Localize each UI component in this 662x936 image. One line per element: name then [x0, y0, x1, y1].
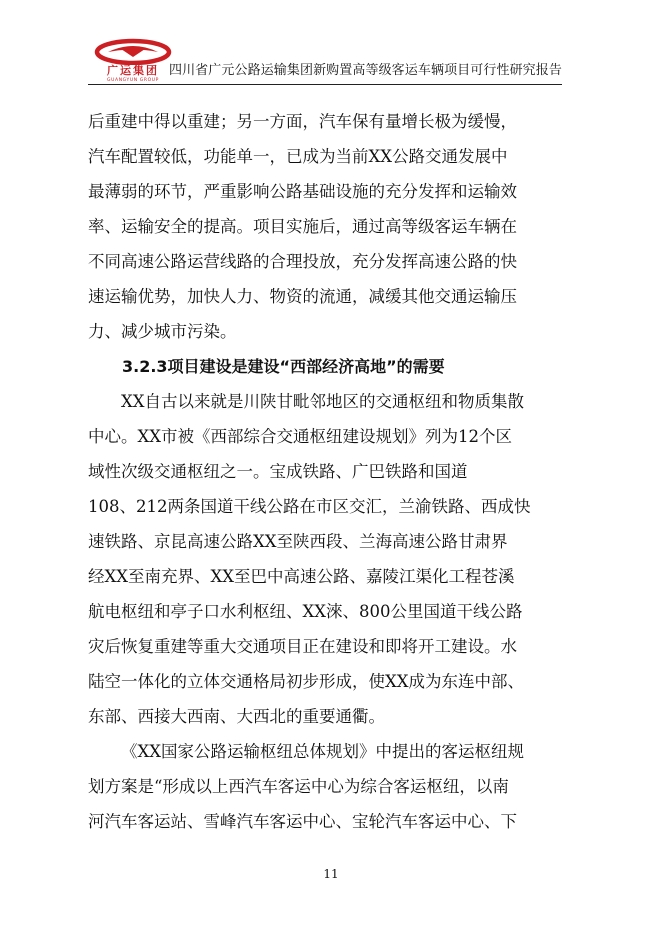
- paragraph-line: 陆空一体化的立体交通格局初步形成，使XX成为东连中部、: [88, 672, 524, 691]
- paragraph-line: 经XX至南充界、XX至巴中高速公路、嘉陵江渠化工程苍溪: [88, 567, 515, 586]
- logo-text: 广运集团: [107, 64, 159, 77]
- paragraph-line: 108、212两条国道干线公路在市区交汇，兰渝铁路、西成快: [88, 497, 531, 516]
- header-title: 四川省广元公路运输集团新购置高等级客运车辆项目可行性研究报告: [168, 63, 562, 78]
- paragraph-line: 力、减少城市污染。: [88, 322, 237, 341]
- paragraph-line: 域性次级交通枢纽之一。宝成铁路、广巴铁路和国道: [88, 462, 468, 481]
- paragraph-line: 东部、西接大西南、大西北的重要通衢。: [88, 707, 385, 726]
- paragraph-line: 河汽车客运站、雪峰汽车客运中心、宝轮汽车客运中心、下: [88, 812, 517, 831]
- paragraph-line: 划方案是“形成以上西汽车客运中心为综合客运枢纽，以南: [88, 777, 509, 796]
- paragraph-line: 航电枢纽和亭子口水利枢纽、XX淶、800公里国道干线公路: [88, 602, 523, 621]
- section-heading: 3.2.3项目建设是建设“西部经济高地”的需要: [122, 357, 445, 376]
- page-header: [88, 38, 562, 84]
- logo-subtext: GUANGYUN GROUP: [107, 78, 159, 82]
- header-divider: [88, 84, 562, 85]
- company-logo: [88, 38, 178, 82]
- paragraph-line: 灾后恢复重建等重大交通项目正在建设和即将开工建设。水: [88, 637, 517, 656]
- paragraph-line: 速铁路、京昆高速公路XX至陕西段、兰海高速公路甘肃界: [88, 532, 508, 551]
- document-body: [88, 104, 562, 839]
- page-number: 11: [323, 867, 339, 881]
- paragraph-line: 不同高速公路运营线路的合理投放，充分发挥高速公路的快: [88, 252, 517, 271]
- paragraph-line: XX自古以来就是川陕甘毗邻地区的交通枢纽和物质集散: [121, 392, 524, 411]
- paragraph-line: 速运输优势，加快人力、物资的流通，减缓其他交通运输压: [88, 287, 517, 306]
- paragraph-line: 汽车配置较低，功能单一，已成为当前XX公路交通发展中: [88, 147, 508, 166]
- paragraph-line: 《XX国家公路运输枢纽总体规划》中提出的客运枢纽规: [121, 742, 524, 761]
- paragraph-line: 最薄弱的环节，严重影响公路基础设施的充分发挥和运输效: [88, 182, 517, 201]
- paragraph-line: 中心。XX市被《西部综合交通枢纽建设规划》列为12个区: [88, 427, 512, 446]
- paragraph-line: 后重建中得以重建；另一方面，汽车保有量增长极为缓慢，: [88, 112, 517, 131]
- paragraph-line: 率、运输安全的提高。项目实施后，通过高等级客运车辆在: [88, 217, 517, 236]
